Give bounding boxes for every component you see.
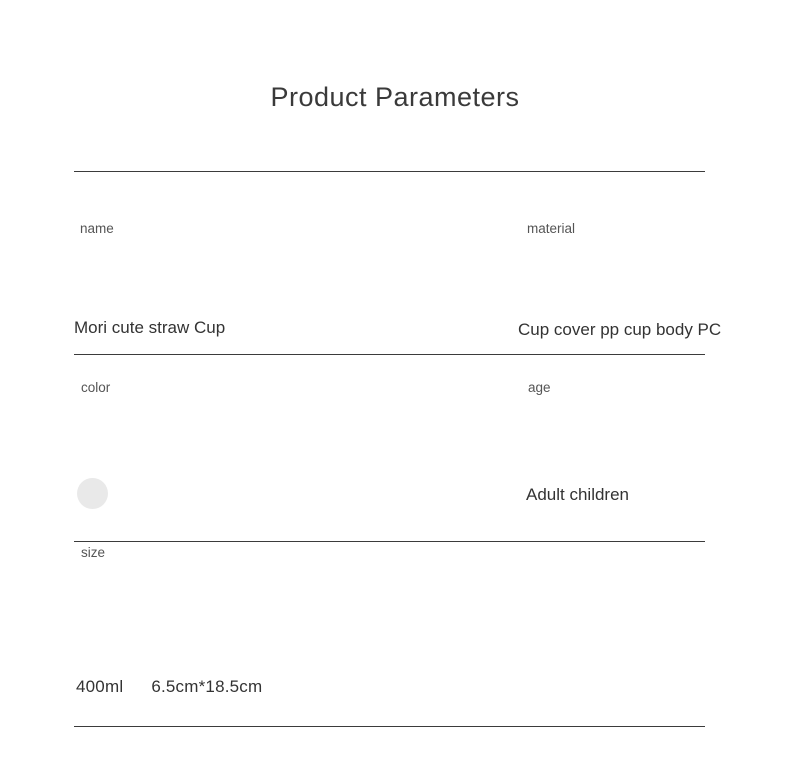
label-age: age: [528, 380, 551, 395]
label-material: material: [527, 221, 576, 236]
page-title: Product Parameters: [270, 82, 520, 112]
value-age: Adult children: [526, 485, 630, 504]
label-name: name: [80, 221, 114, 236]
label-color: color: [81, 380, 111, 395]
value-material: Cup cover pp cup body PC: [518, 320, 722, 339]
table-divider-top: [74, 171, 705, 172]
table-divider-bottom: [74, 726, 705, 727]
table-divider-2: [74, 541, 705, 542]
value-name: Mori cute straw Cup: [74, 318, 226, 337]
table-divider-1: [74, 354, 705, 355]
label-size: size: [81, 545, 106, 560]
value-dimensions: 6.5cm*18.5cm: [151, 677, 263, 696]
value-capacity: 400ml: [76, 677, 124, 696]
value-size: [76, 677, 262, 697]
color-swatch: [77, 478, 108, 509]
